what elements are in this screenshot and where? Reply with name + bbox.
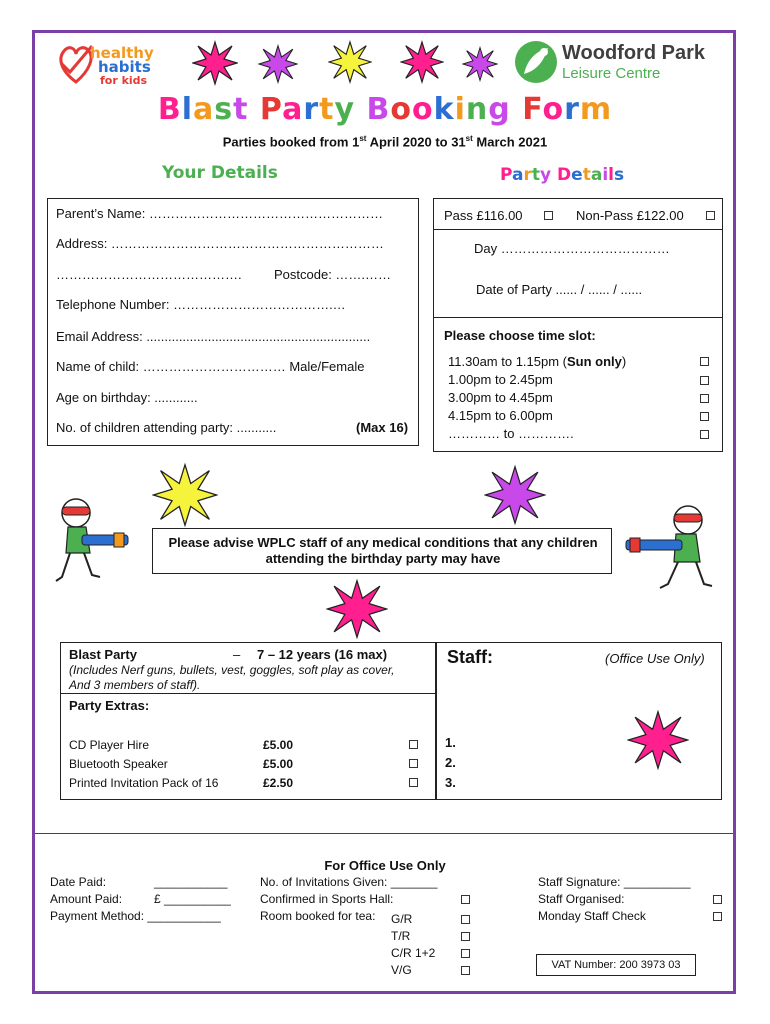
slot-4-label: 4.15pm to 6.00pm <box>448 408 553 423</box>
pink-star-icon <box>400 40 444 84</box>
room-option: V/G <box>391 963 412 977</box>
room-checkbox[interactable] <box>461 932 470 941</box>
page-title <box>0 92 770 127</box>
telephone-field[interactable]: Telephone Number: ……………………………….… <box>56 297 346 312</box>
healthy-habits-logo <box>56 42 166 92</box>
logo-text-leisure: Leisure Centre <box>562 65 661 82</box>
slot-1-bold: Sun only <box>567 354 622 369</box>
staff-box <box>436 642 722 800</box>
slot-1-label <box>448 354 626 369</box>
logo-text-forkids: for kids <box>100 74 148 87</box>
slot-1-close: ) <box>621 354 627 369</box>
purple-star-icon <box>462 46 498 82</box>
package-ages: 7 – 12 years (16 max) <box>257 647 388 662</box>
slot-3-label: 3.00pm to 4.45pm <box>448 390 553 405</box>
date-paid-field[interactable]: ___________ <box>154 875 228 889</box>
leaf-icon <box>514 40 558 84</box>
kid-with-blaster-icon <box>52 495 132 590</box>
package-name: Blast Party <box>69 647 137 662</box>
extra-name: Printed Invitation Pack of 16 <box>69 776 219 790</box>
pink-star-icon <box>627 709 689 771</box>
slot-2-checkbox[interactable] <box>700 376 709 385</box>
pink-star-icon <box>192 40 238 86</box>
room-tea-label: Room booked for tea: <box>260 909 376 923</box>
extra-checkbox[interactable] <box>409 759 418 768</box>
sports-hall-checkbox[interactable] <box>461 895 470 904</box>
max-note: (Max 16) <box>356 420 409 435</box>
day-date-box <box>433 230 723 318</box>
pass-options-box <box>433 198 723 230</box>
purple-star-icon <box>258 44 298 84</box>
slot-1-text: 11.30am to 1.15pm ( <box>448 354 567 369</box>
slot-2-label: 1.00pm to 2.45pm <box>448 372 553 387</box>
vat-box <box>536 954 696 976</box>
email-field[interactable]: Email Address: .............................................................. <box>56 329 371 344</box>
logo-text-healthy: healthy <box>90 44 154 62</box>
child-name-field[interactable]: Name of child: …………………………… Male/Female <box>56 359 365 374</box>
staff-organised-label: Staff Organised: <box>538 892 625 906</box>
extra-name: CD Player Hire <box>69 738 150 752</box>
office-heading: For Office Use Only <box>324 858 446 873</box>
slot-3-checkbox[interactable] <box>700 394 709 403</box>
nonpass-label: Non-Pass £122.00 <box>576 208 684 223</box>
kid-with-blaster-icon <box>624 504 716 599</box>
package-desc-1: (Includes Nerf guns, bullets, vest, goggles, soft play as cover, <box>69 663 395 677</box>
pass-checkbox[interactable] <box>544 211 553 220</box>
staff-slot-3[interactable]: 3. <box>445 775 456 790</box>
office-use-note: (Office Use Only) <box>605 651 705 666</box>
medical-note-box <box>152 528 612 574</box>
sports-hall-label: Confirmed in Sports Hall: <box>260 892 394 906</box>
package-box <box>60 642 436 694</box>
logo-text-habits: habits <box>98 58 151 76</box>
date-paid-label: Date Paid: <box>50 875 107 889</box>
monday-check-label: Monday Staff Check <box>538 909 646 923</box>
logo-text-woodford: Woodford Park <box>562 42 705 64</box>
postcode-field[interactable]: Postcode: …….…… <box>274 267 392 282</box>
children-count-field[interactable]: No. of children attending party: ........... <box>56 420 277 435</box>
age-field[interactable]: Age on birthday: ............ <box>56 390 198 405</box>
your-details-heading: Your Details <box>162 163 278 183</box>
office-divider <box>35 833 733 834</box>
room-checkbox[interactable] <box>461 915 470 924</box>
page-title-text: Blast Party Booking Form <box>157 92 613 127</box>
slot-5-label[interactable]: ………… to …………. <box>448 426 574 441</box>
booking-dates <box>0 134 770 149</box>
extra-checkbox[interactable] <box>409 778 418 787</box>
purple-star-icon <box>484 464 546 526</box>
payment-method-field[interactable]: Payment Method: ___________ <box>50 909 221 923</box>
your-details-box <box>47 198 419 446</box>
amount-paid-label: Amount Paid: <box>50 892 123 906</box>
extra-name: Bluetooth Speaker <box>69 757 168 771</box>
room-option: G/R <box>391 912 413 926</box>
package-dash: – <box>233 647 241 662</box>
dates-prefix: Parties booked from 1 <box>222 134 360 150</box>
pass-label: Pass £116.00 <box>444 208 523 223</box>
extra-price: £5.00 <box>263 757 294 771</box>
room-option: C/R 1+2 <box>391 946 436 960</box>
package-desc-2: And 3 members of staff). <box>69 678 201 692</box>
staff-heading: Staff: <box>447 647 493 667</box>
medical-note: Please advise WPLC staff of any medical conditions that any children attending the birthday party may have <box>168 535 598 566</box>
extra-price: £5.00 <box>263 738 294 752</box>
time-slot-box <box>433 318 723 452</box>
extras-box <box>60 694 436 800</box>
slot-1-checkbox[interactable] <box>700 357 709 366</box>
staff-slot-1[interactable]: 1. <box>445 735 456 750</box>
dates-mid: April 2020 to 31 <box>366 134 466 150</box>
dates-suffix: March 2021 <box>472 134 548 150</box>
woodford-park-logo <box>514 40 704 86</box>
vat-number: VAT Number: 200 3973 03 <box>551 959 681 971</box>
room-checkbox[interactable] <box>461 966 470 975</box>
party-details-heading-text: Party Details <box>500 165 625 185</box>
dates-sup1: st <box>359 134 367 143</box>
date-of-party-field[interactable]: Date of Party ...... / ...... / ...... <box>476 282 643 297</box>
staff-organised-checkbox[interactable] <box>713 895 722 904</box>
room-option: T/R <box>391 929 411 943</box>
invitations-field[interactable]: No. of Invitations Given: _______ <box>260 875 438 889</box>
slot-5-checkbox[interactable] <box>700 430 709 439</box>
address-line-2-field[interactable]: ……………………………………. <box>56 267 242 282</box>
amount-paid-field[interactable]: £ __________ <box>154 892 231 906</box>
day-field[interactable]: Day ………………………………… <box>474 241 670 256</box>
nonpass-checkbox[interactable] <box>706 211 715 220</box>
extra-price: £2.50 <box>263 776 294 790</box>
yellow-star-icon <box>152 462 218 528</box>
extra-checkbox[interactable] <box>409 740 418 749</box>
parent-name-field[interactable]: Parent’s Name: ……………………………………………… <box>56 206 383 221</box>
party-details-heading <box>500 165 624 185</box>
extras-heading: Party Extras: <box>69 698 150 713</box>
yellow-star-icon <box>328 40 372 84</box>
time-slot-heading: Please choose time slot: <box>444 328 596 343</box>
staff-slot-2[interactable]: 2. <box>445 755 456 770</box>
staff-signature-field[interactable]: Staff Signature: __________ <box>538 875 691 889</box>
slot-4-checkbox[interactable] <box>700 412 709 421</box>
pink-star-icon <box>326 578 388 640</box>
monday-check-checkbox[interactable] <box>713 912 722 921</box>
room-checkbox[interactable] <box>461 949 470 958</box>
address-field[interactable]: Address: ……………………………………………………… <box>56 236 384 251</box>
dates-sup2: st <box>465 134 473 143</box>
